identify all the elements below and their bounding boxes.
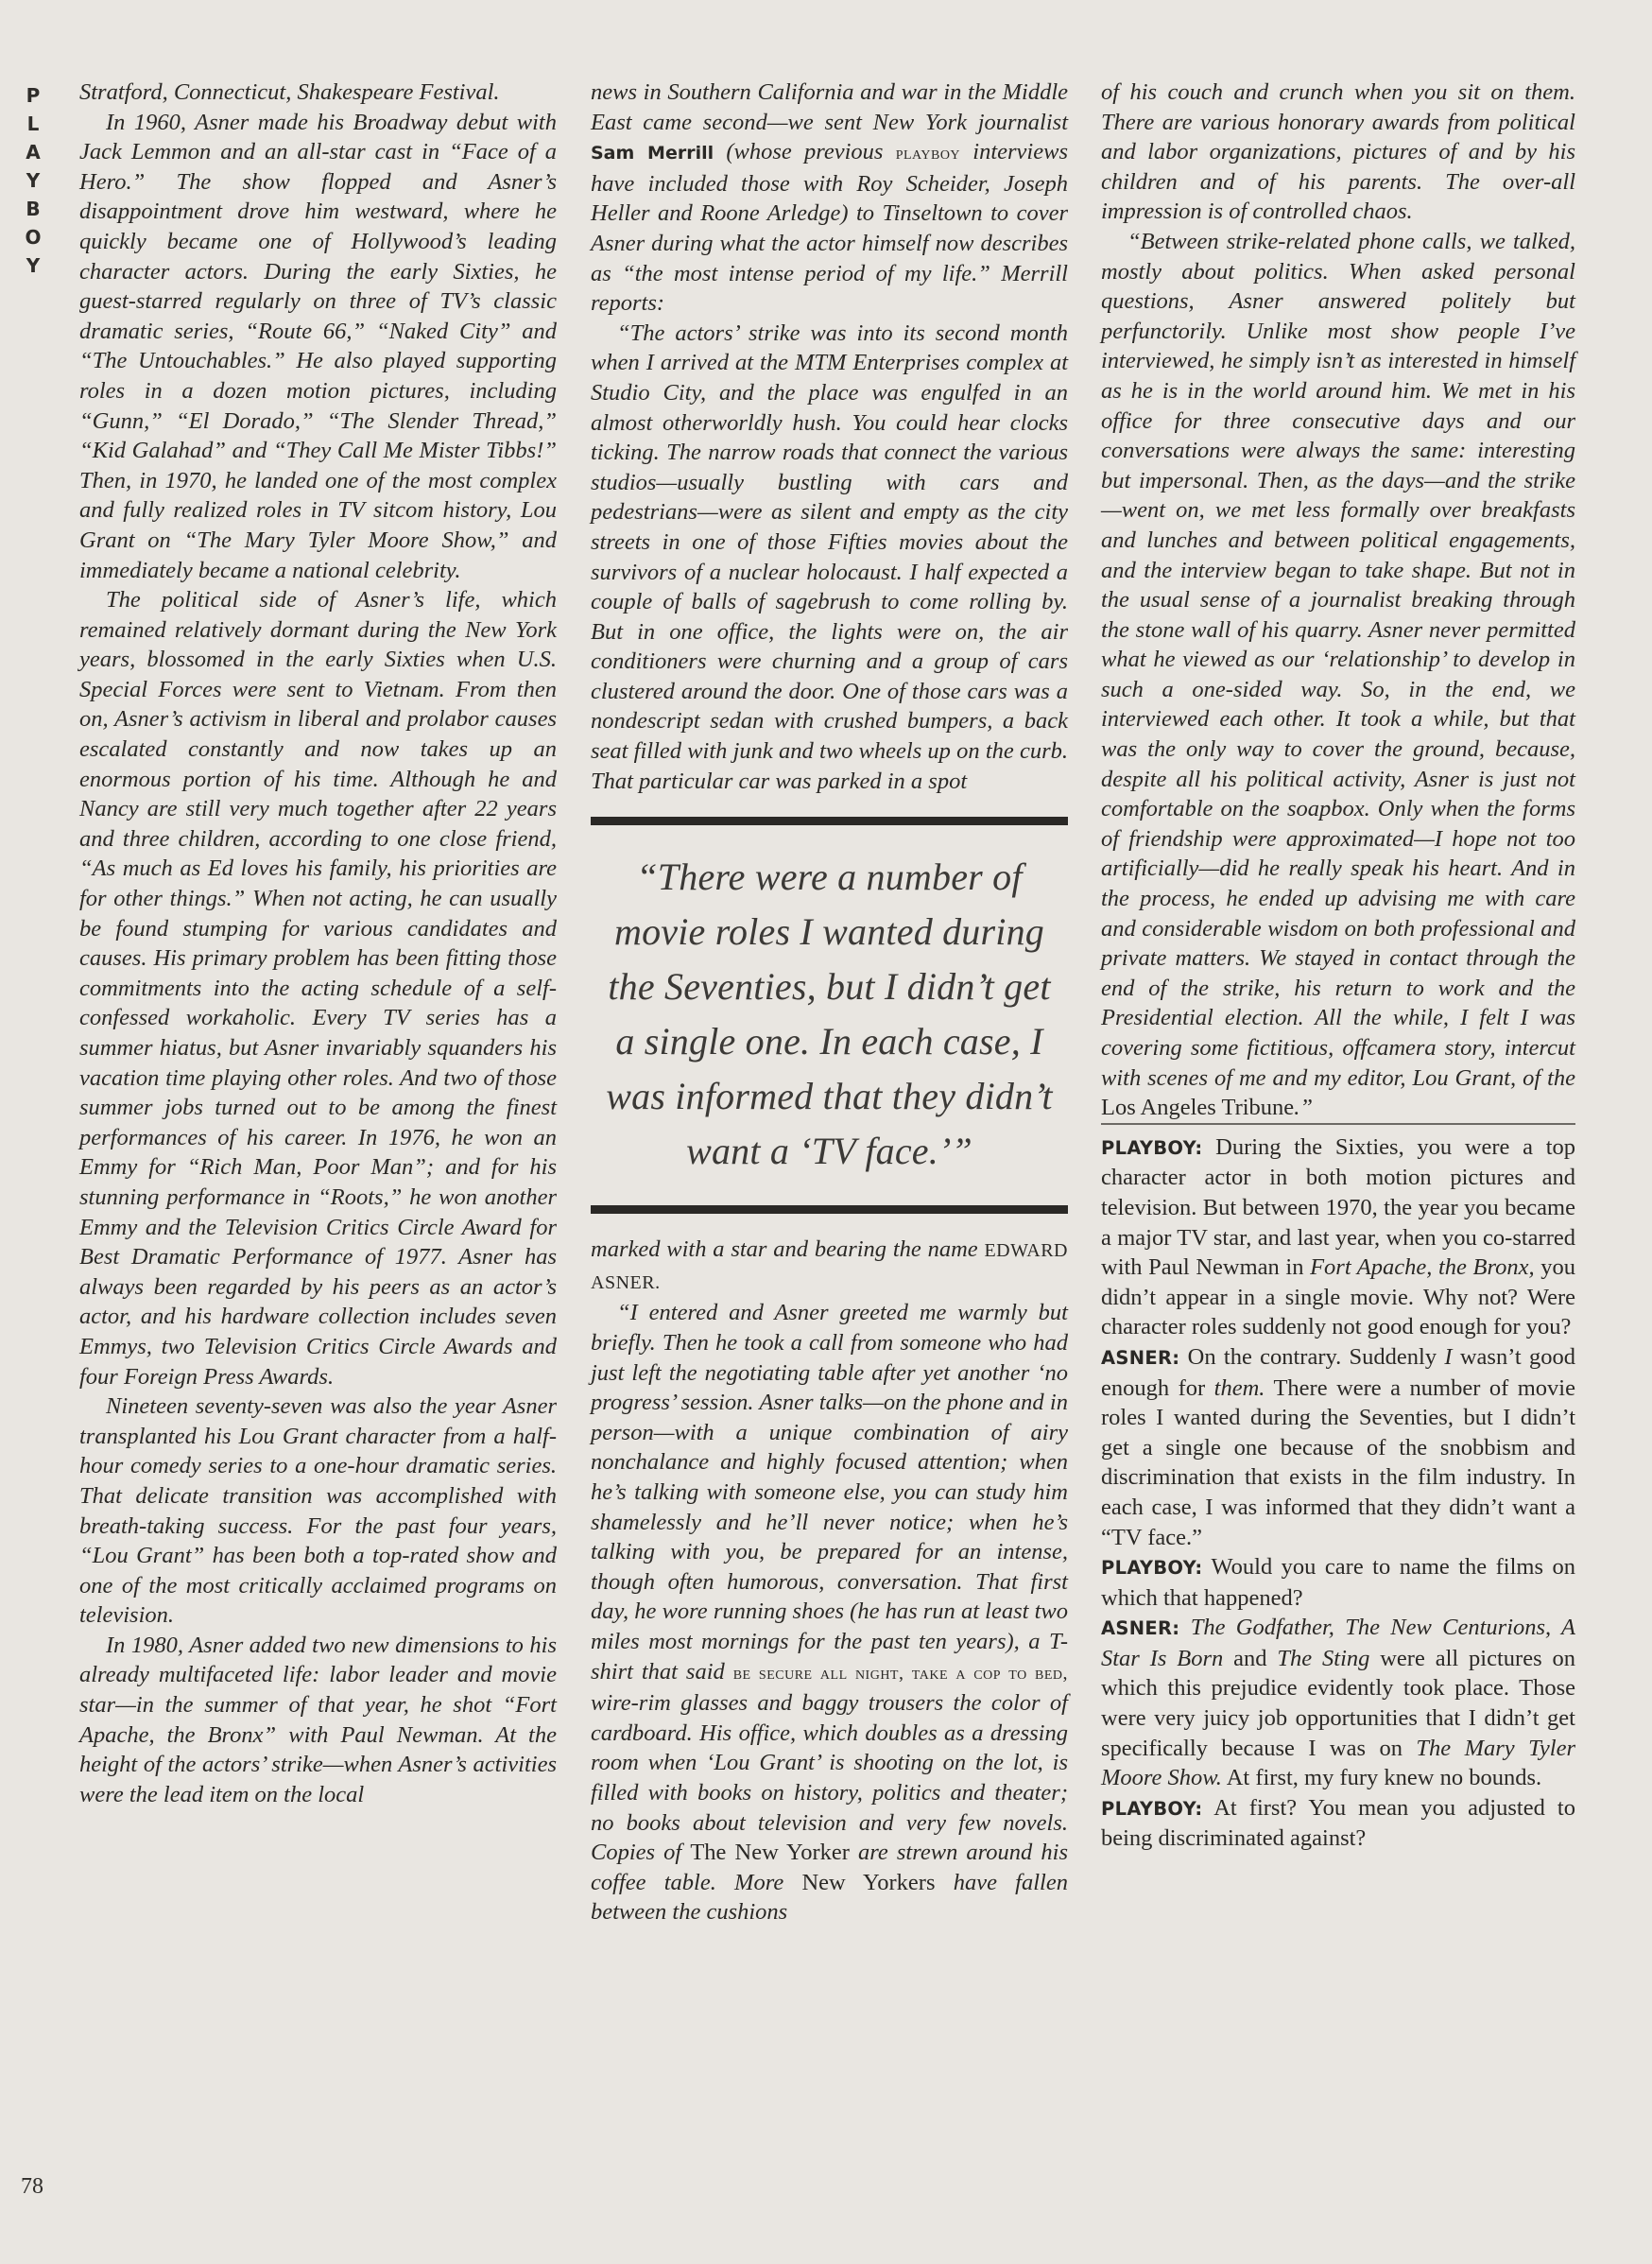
speaker-label: PLAYBOY: bbox=[1101, 1557, 1203, 1580]
col2-paragraph bbox=[591, 1235, 1068, 1298]
answer bbox=[1101, 1342, 1575, 1552]
col2-paragraph bbox=[591, 1298, 1068, 1927]
col2-paragraph: “The actors’ strike was into its second month when I arrived at the MTM Enterprises complex at Studio City, and the place was engulfed in an almost otherworldly hush. You could hear clocks ticking. The narrow roads that connect the various studios—usually bustling with cars and pedestrians—were as silent and empty as the city streets in one of those Fifties movies about the survivors of a nuclear holocaust. I half expected a couple of balls of sagebrush to come rolling by. But in one office, the lights were on, the air conditioners were churning and a group of cars clustered around the door. One of those cars was a nondescript sedan with crushed bumpers, a back seat filled with junk and two wheels up on the curb. That particular car was parked in a spot bbox=[591, 320, 1068, 794]
interview-qa bbox=[1101, 1123, 1575, 1854]
emphasis: them. bbox=[1213, 1374, 1265, 1401]
text-run: have fallen between the cushions bbox=[591, 1869, 1068, 1926]
text-run: (whose previous bbox=[714, 139, 896, 165]
speaker-label: ASNER: bbox=[1101, 1617, 1180, 1640]
col1-paragraph: Nineteen seventy-seven was also the year Asner transplanted his Lou Grant character from a half-hour comedy series to a one-hour dramatic series. That delicate transition was accomplished with breath-taking success. For the past four years, “Lou Grant” has been both a top-rated show and one of the most critically acclaimed programs on television. bbox=[79, 1393, 557, 1629]
running-head bbox=[21, 81, 45, 280]
column-3 bbox=[1101, 78, 1575, 1854]
text-run: and bbox=[1223, 1645, 1278, 1671]
column-1 bbox=[79, 78, 557, 1809]
film-title: Fort Apache, the Bronx, bbox=[1310, 1254, 1535, 1281]
col3-paragraph: of his couch and crunch when you sit on them. There are various honorary awards from political and labor organizations, pictures of and by his children and of his parents. The over-all impression is of controlled chaos. bbox=[1101, 79, 1575, 225]
text-run: “I entered and Asner greeted me warmly but briefly. Then he took a call from someone who had just left the negotiating table after yet another ‘no progress’ session. Asner talks—on the phone and in person—with a unique combination of airy nonchalance and highly focused attention; when he’s talking with someone else, you can study him shamelessly and he’ll never notice; when he’s talking with you, be prepared for an intense, though often humorous, conversation. That first day, he wore running shoes (he has run at least two miles most mornings for the past ten years), a T-shirt that said bbox=[591, 1300, 1068, 1685]
tshirt-slogan: be secure all night, take a cop to bed, bbox=[732, 1662, 1069, 1684]
text-run: There were a number of movie roles I wanted during the Seventies, but I didn’t get a single one because of the snobbism and discrimination that exists in the film industry. In each case, I was informed that they didn’t want a “TV face.” bbox=[1101, 1374, 1575, 1550]
col1-paragraph: Stratford, Connecticut, Shakespeare Festival. bbox=[79, 79, 500, 105]
text-run: Would you care to name the films on which that happened? bbox=[1101, 1554, 1575, 1611]
speaker-label: ASNER: bbox=[1101, 1346, 1180, 1369]
film-titles: The Godfather, The New Centurions, A Star Is Born bbox=[1101, 1615, 1575, 1671]
pull-quote bbox=[591, 817, 1068, 1214]
question bbox=[1101, 1552, 1575, 1613]
speaker-label: PLAYBOY: bbox=[1101, 1136, 1203, 1159]
film-title: The Sting bbox=[1277, 1645, 1370, 1671]
text-run: .” bbox=[1294, 1095, 1313, 1121]
text-run: On the contrary. Suddenly bbox=[1179, 1343, 1445, 1370]
text-run: are strewn around his coffee table. More bbox=[591, 1840, 1068, 1895]
question bbox=[1101, 1793, 1575, 1854]
text-run: At first? You mean you adjusted to being discriminated against? bbox=[1101, 1794, 1575, 1852]
emphasis: I bbox=[1444, 1343, 1453, 1370]
newspaper-title: Los Angeles Tribune bbox=[1101, 1095, 1295, 1121]
running-head-text: PLAYBOY bbox=[25, 84, 42, 277]
text-run: wire-rim glasses and baggy trousers the color of cardboard. His office, which doubles as a dressing room when ‘Lou Grant’ is shooting on the lot, is filled with books on history, politics and theater; no books about television and very few novels. Copies of bbox=[591, 1690, 1068, 1866]
col1-paragraph: In 1980, Asner added two new dimensions to his already multifaceted life: labor leader and movie star—in the summer of that year, he shot “Fort Apache, the Bronx” with Paul Newman. At the height of the actors’ strike—when Asner’s activities were the lead item on the local bbox=[79, 1632, 557, 1807]
nameplate-text: EDWARD ASNER. bbox=[591, 1240, 1068, 1293]
col1-paragraph: The political side of Asner’s life, which remained relatively dormant during the New York years, blossomed in the early Sixties when U.S. Special Forces were sent to Vietnam. From then on, Asner’s activism in liberal and prolabor causes escalated constantly and now takes up an enormous portion of his time. Although he and Nancy are still very much together after 22 years and three children, according to one close friend, “As much as Ed loves his family, his priorities are for other things.” When not acting, he can usually be found stumping for various candidates and causes. His primary problem has been fitting those commitments into the acting schedule of a self-confessed workaholic. Every TV series has a summer hiatus, but Asner invariably squanders his vacation time playing other roles. And two of those summer jobs turned out to be among the finest performances of his career. In 1976, he won an Emmy for “Rich Man, Poor Man”; and for his stunning performance in “Roots,” he won another Emmy and the Television Critics Circle Award for Best Dramatic Performance of 1977. Asner has always been regarded by his peers as an actor’s actor, and his hardware collection includes seven Emmys, two Television Critics Circle Awards and four Foreign Press Awards. bbox=[79, 587, 557, 1390]
text-run: interviews have included those with Roy Scheider, Joseph Heller and Roone Arledge) to Tinseltown to cover Asner during what the actor himself now describes as “the most intense period of my life.” Merrill reports: bbox=[591, 139, 1068, 317]
magazine-name: playboy bbox=[895, 143, 961, 164]
text-run: At first, my fury knew no bounds. bbox=[1221, 1765, 1542, 1791]
pull-quote-text: “There were a number of movie roles I wanted during the Seventies, but I didn’t get a single one. In each case, I was informed that they didn’t want a ‘TV face.’” bbox=[606, 855, 1053, 1173]
column-2 bbox=[591, 78, 1068, 1927]
text-run: During the Sixties, you were a top character actor in both motion pictures and television. But between 1970, the year you became a major TV star, and last year, when you co-starred with Paul Newman in bbox=[1101, 1133, 1575, 1281]
text-run: marked with a star and bearing the name bbox=[591, 1236, 985, 1263]
magazine-title: New Yorkers bbox=[801, 1869, 936, 1895]
question bbox=[1101, 1123, 1575, 1342]
magazine-title: The New Yorker bbox=[690, 1840, 850, 1866]
show-title: The Mary Tyler Moore Show. bbox=[1101, 1735, 1575, 1791]
text-run: news in Southern California and war in the Middle East came second—we sent New York journalist bbox=[591, 79, 1068, 135]
speaker-label: PLAYBOY: bbox=[1101, 1797, 1203, 1820]
answer bbox=[1101, 1613, 1575, 1793]
col1-paragraph: In 1960, Asner made his Broadway debut with Jack Lemmon and an all-star cast in “Face of a Hero.” The show flopped and Asner’s disappointment drove him westward, where he quickly became one of Hollywood’s leading character actors. During the early Sixties, he guest-starred regularly on three of TV’s classic dramatic series, “Route 66,” “Naked City” and “The Untouchables.” He also played supporting roles in a dozen motion pictures, including “Gunn,” “El Dorado,” “The Slender Thread,” “Kid Galahad” and “They Call Me Mister Tibbs!” Then, in 1970, he landed one of the most complex and fully realized roles in TV sitcom history, Lou Grant on “The Mary Tyler Moore Show,” and immediately became a national celebrity. bbox=[79, 109, 557, 583]
text-run: were all pictures on which this prejudice evidently took place. Those were very juicy job opportunities that I didn’t get specifically because I was on bbox=[1101, 1645, 1575, 1761]
page-number: 78 bbox=[21, 2174, 43, 2199]
text-run: wasn’t good enough for bbox=[1101, 1343, 1575, 1401]
author-name: Sam Merrill bbox=[591, 143, 714, 164]
col3-paragraph bbox=[1101, 227, 1575, 1123]
text-run: you didn’t appear in a single movie. Why not? Were character roles suddenly not good enough for you? bbox=[1101, 1254, 1575, 1340]
text-run: “Between strike-related phone calls, we talked, mostly about politics. When asked personal questions, Asner answered politely but perfunctorily. Unlike most show people I’ve interviewed, he simply isn’t as interested in himself as he is in the world around him. We met in his office for three consecutive days and our conversations were always the same: interesting but impersonal. Then, as the days—and the strike—went on, we met less formally over breakfasts and lunches and between political engagements, and the interview began to take shape. But not in the usual sense of a journalist breaking through the stone wall of his quarry. Asner never permitted what he viewed as our ‘relationship’ to develop in such a one-sided way. So, in the end, we interviewed each other. It took a while, but that was the only way to cover the ground, because, despite all his political activity, Asner is just not comfortable on the soapbox. Only when the forms of friendship were approximated—I hope not too artificially—did he really speak his heart. And in the process, he ended up advising me with care and considerable wisdom on both professional and private matters. We stayed in contact through the end of the strike, his return to work and the Presidential election. All the while, I felt I was covering some fictitious, offcamera story, intercut with scenes of me and my editor, Lou Grant, of the bbox=[1101, 228, 1575, 1091]
col2-paragraph bbox=[591, 78, 1068, 319]
